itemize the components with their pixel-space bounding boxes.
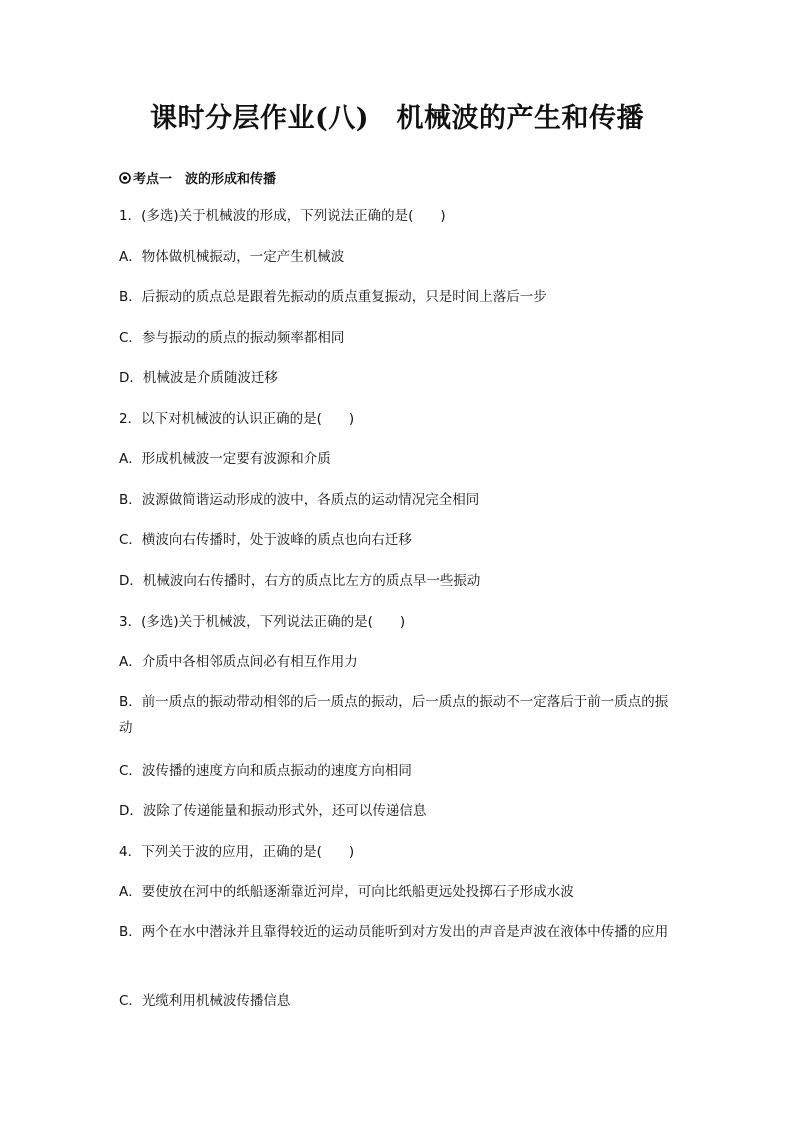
section-label: 考点一 波的形成和传播 <box>133 172 277 187</box>
answer-option: D．机械波是介质随波迁移 <box>119 370 278 386</box>
answer-option: A．形成机械波一定要有波源和介质 <box>119 451 331 467</box>
answer-option: A．物体做机械振动，一定产生机械波 <box>119 249 345 265</box>
answer-option: D．机械波向右传播时，右方的质点比左方的质点早一些振动 <box>119 573 481 589</box>
answer-option: C．参与振动的质点的振动频率都相同 <box>119 330 345 346</box>
answer-option: B．前一质点的振动带动相邻的后一质点的振动，后一质点的振动不一定落后于前一质点的振动 <box>119 694 669 736</box>
section-heading <box>119 168 276 187</box>
question-stem: 2．以下对机械波的认识正确的是( ) <box>119 411 355 427</box>
question-stem: 1．(多选)关于机械波的形成，下列说法正确的是( ) <box>119 208 446 224</box>
answer-option: B．波源做简谐运动形成的波中，各质点的运动情况完全相同 <box>119 492 480 508</box>
answer-option: B．两个在水中潜泳并且靠得较近的运动员能听到对方发出的声音是声波在液体中传播的应用 <box>119 924 669 940</box>
answer-option: A．介质中各相邻质点间必有相互作用力 <box>119 654 358 670</box>
question-stem: 3．(多选)关于机械波，下列说法正确的是( ) <box>119 614 406 630</box>
answer-option: C．波传播的速度方向和质点振动的速度方向相同 <box>119 763 412 779</box>
answer-option: B．后振动的质点总是跟着先振动的质点重复振动，只是时间上落后一步 <box>119 289 547 305</box>
answer-option: A．要使放在河中的纸船逐渐靠近河岸，可向比纸船更远处投掷石子形成水波 <box>119 884 574 900</box>
question-stem: 4．下列关于波的应用，正确的是( ) <box>119 844 355 860</box>
page-title: 课时分层作业(八) 机械波的产生和传播 <box>149 103 645 134</box>
answer-option: C．横波向右传播时，处于波峰的质点也向右迁移 <box>119 532 412 548</box>
answer-option: D．波除了传递能量和振动形式外，还可以传递信息 <box>119 803 427 819</box>
target-bullet-icon <box>119 172 131 184</box>
answer-option: C．光缆利用机械波传播信息 <box>119 993 291 1009</box>
